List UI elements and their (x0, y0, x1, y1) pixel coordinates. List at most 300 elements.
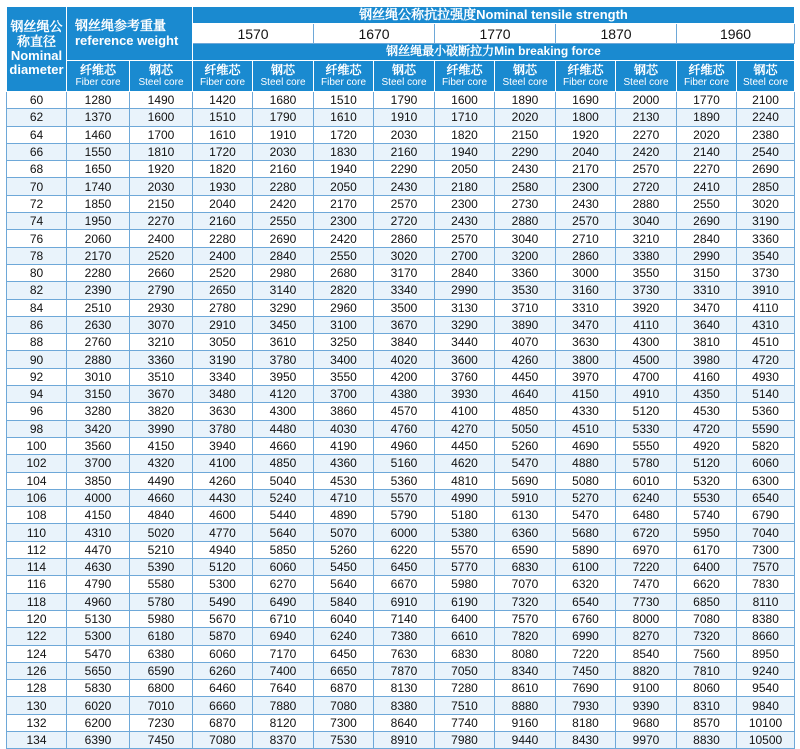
force-steel-cell: 5240 (253, 489, 314, 506)
force-fiber-cell: 6400 (435, 610, 495, 627)
force-steel-cell: 9160 (495, 714, 556, 731)
force-steel-cell: 8640 (374, 714, 435, 731)
force-steel-cell: 4480 (253, 420, 314, 437)
force-fiber-cell: 1720 (314, 126, 374, 143)
fiber-core-header (314, 61, 374, 92)
weight-fiber-cell: 3280 (67, 403, 130, 420)
force-fiber-cell: 2300 (556, 178, 616, 195)
force-steel-cell: 2290 (495, 143, 556, 160)
table-row (7, 628, 795, 645)
force-steel-cell: 8910 (374, 731, 435, 748)
diameter-cell: 82 (7, 282, 67, 299)
steel-core-header (616, 61, 677, 92)
force-steel-cell: 3380 (616, 247, 677, 264)
fiber-core-label-en: Fiber core (442, 77, 488, 89)
force-steel-cell: 10100 (737, 714, 795, 731)
force-steel-cell: 7880 (253, 697, 314, 714)
force-steel-cell: 8380 (737, 610, 795, 627)
grade-1670: 1670 (314, 24, 435, 44)
force-steel-cell: 5440 (253, 507, 314, 524)
force-fiber-cell: 3160 (556, 282, 616, 299)
weight-steel-cell: 1490 (130, 92, 193, 109)
force-fiber-cell: 3130 (435, 299, 495, 316)
force-fiber-cell: 1690 (556, 92, 616, 109)
weight-fiber-cell: 4470 (67, 541, 130, 558)
force-steel-cell: 3920 (616, 299, 677, 316)
weight-fiber-cell: 5830 (67, 680, 130, 697)
force-fiber-cell: 6460 (193, 680, 253, 697)
table-row (7, 524, 795, 541)
force-fiber-cell: 2170 (556, 161, 616, 178)
force-fiber-cell: 1720 (193, 143, 253, 160)
force-steel-cell: 2270 (616, 126, 677, 143)
grade-1960: 1960 (677, 24, 795, 44)
force-fiber-cell: 4710 (314, 489, 374, 506)
weight-fiber-cell: 1650 (67, 161, 130, 178)
force-steel-cell: 6540 (737, 489, 795, 506)
table-row (7, 92, 795, 109)
force-steel-cell: 8080 (495, 645, 556, 662)
force-fiber-cell: 2700 (435, 247, 495, 264)
force-fiber-cell: 5770 (435, 559, 495, 576)
force-steel-cell: 5330 (616, 420, 677, 437)
force-fiber-cell: 8570 (677, 714, 737, 731)
force-fiber-cell: 7690 (556, 680, 616, 697)
force-steel-cell: 1790 (374, 92, 435, 109)
force-steel-cell: 8340 (495, 662, 556, 679)
table-row (7, 437, 795, 454)
force-fiber-cell: 2990 (435, 282, 495, 299)
weight-fiber-cell: 3420 (67, 420, 130, 437)
force-steel-cell: 3950 (253, 368, 314, 385)
force-steel-cell: 2570 (616, 161, 677, 178)
force-steel-cell: 7570 (737, 559, 795, 576)
diameter-header (7, 7, 67, 92)
force-fiber-cell: 2280 (193, 230, 253, 247)
diameter-cell: 78 (7, 247, 67, 264)
force-fiber-cell: 7300 (314, 714, 374, 731)
force-fiber-cell: 5300 (193, 576, 253, 593)
diameter-cell: 60 (7, 92, 67, 109)
force-steel-cell: 5570 (374, 489, 435, 506)
weight-fiber-cell: 2630 (67, 316, 130, 333)
force-steel-cell: 5780 (616, 455, 677, 472)
weight-steel-cell: 6380 (130, 645, 193, 662)
force-fiber-cell: 7560 (677, 645, 737, 662)
force-fiber-cell: 4880 (556, 455, 616, 472)
force-fiber-cell: 4260 (193, 472, 253, 489)
force-fiber-cell: 3630 (193, 403, 253, 420)
force-fiber-cell: 5530 (677, 489, 737, 506)
force-fiber-cell: 5320 (677, 472, 737, 489)
weight-fiber-cell: 4310 (67, 524, 130, 541)
force-steel-cell: 2840 (253, 247, 314, 264)
steel-core-label-cn: 钢芯 (271, 62, 296, 77)
force-steel-cell: 8540 (616, 645, 677, 662)
diameter-cell: 132 (7, 714, 67, 731)
table-row (7, 472, 795, 489)
force-fiber-cell: 1930 (193, 178, 253, 195)
table-row (7, 559, 795, 576)
diameter-cell: 94 (7, 386, 67, 403)
grade-1570: 1570 (193, 24, 314, 44)
steel-core-label-en: Steel core (623, 77, 669, 89)
force-fiber-cell: 2430 (556, 195, 616, 212)
table-row (7, 610, 795, 627)
steel-core-label-cn: 钢芯 (149, 62, 174, 77)
force-steel-cell: 2880 (495, 213, 556, 230)
force-fiber-cell: 2140 (677, 143, 737, 160)
force-steel-cell: 6590 (495, 541, 556, 558)
fiber-core-header (556, 61, 616, 92)
force-fiber-cell: 5640 (314, 576, 374, 593)
force-fiber-cell: 8430 (556, 731, 616, 748)
force-steel-cell: 2850 (737, 178, 795, 195)
force-steel-cell: 5850 (253, 541, 314, 558)
force-fiber-cell: 5570 (435, 541, 495, 558)
force-steel-cell: 2580 (495, 178, 556, 195)
force-steel-cell: 7300 (737, 541, 795, 558)
force-fiber-cell: 6320 (556, 576, 616, 593)
force-steel-cell: 9100 (616, 680, 677, 697)
force-fiber-cell: 2910 (193, 316, 253, 333)
diameter-cell: 112 (7, 541, 67, 558)
weight-fiber-cell: 5300 (67, 628, 130, 645)
force-steel-cell: 5640 (253, 524, 314, 541)
force-steel-cell: 2880 (616, 195, 677, 212)
force-steel-cell: 3290 (253, 299, 314, 316)
table-row (7, 403, 795, 420)
force-steel-cell: 3190 (737, 213, 795, 230)
force-fiber-cell: 8060 (677, 680, 737, 697)
force-fiber-cell: 6850 (677, 593, 737, 610)
force-steel-cell: 3910 (737, 282, 795, 299)
force-fiber-cell: 3100 (314, 316, 374, 333)
force-fiber-cell: 2570 (556, 213, 616, 230)
diameter-cell: 96 (7, 403, 67, 420)
force-steel-cell: 5040 (253, 472, 314, 489)
force-fiber-cell: 1890 (677, 109, 737, 126)
force-steel-cell: 4310 (737, 316, 795, 333)
force-steel-cell: 3360 (495, 264, 556, 281)
force-steel-cell: 6300 (737, 472, 795, 489)
force-steel-cell: 6060 (253, 559, 314, 576)
diameter-cell: 134 (7, 731, 67, 748)
force-steel-cell: 5470 (495, 455, 556, 472)
wire-rope-spec-table (6, 6, 795, 749)
force-fiber-cell: 4360 (314, 455, 374, 472)
force-steel-cell: 1910 (253, 126, 314, 143)
diameter-cell: 128 (7, 680, 67, 697)
force-steel-cell: 2100 (737, 92, 795, 109)
force-steel-cell: 6220 (374, 541, 435, 558)
diameter-cell: 84 (7, 299, 67, 316)
force-steel-cell: 5050 (495, 420, 556, 437)
force-steel-cell: 6010 (616, 472, 677, 489)
diameter-cell: 104 (7, 472, 67, 489)
force-steel-cell: 4960 (374, 437, 435, 454)
force-steel-cell: 2290 (374, 161, 435, 178)
force-steel-cell: 4850 (253, 455, 314, 472)
force-fiber-cell: 3480 (193, 386, 253, 403)
steel-core-header (130, 61, 193, 92)
force-fiber-cell: 2300 (435, 195, 495, 212)
table-row (7, 645, 795, 662)
weight-steel-cell: 5210 (130, 541, 193, 558)
diameter-cell: 80 (7, 264, 67, 281)
force-fiber-cell: 3250 (314, 334, 374, 351)
force-steel-cell: 4020 (374, 351, 435, 368)
force-steel-cell: 2720 (616, 178, 677, 195)
force-steel-cell: 8660 (737, 628, 795, 645)
table-row (7, 264, 795, 281)
force-fiber-cell: 2550 (677, 195, 737, 212)
weight-fiber-cell: 1850 (67, 195, 130, 212)
force-steel-cell: 2980 (253, 264, 314, 281)
force-steel-cell: 9440 (495, 731, 556, 748)
force-steel-cell: 4850 (495, 403, 556, 420)
force-steel-cell: 3530 (495, 282, 556, 299)
force-fiber-cell: 5840 (314, 593, 374, 610)
force-steel-cell: 9540 (737, 680, 795, 697)
force-fiber-cell: 1420 (193, 92, 253, 109)
force-fiber-cell: 4430 (193, 489, 253, 506)
weight-steel-cell: 5980 (130, 610, 193, 627)
force-steel-cell: 2550 (253, 213, 314, 230)
force-fiber-cell: 7080 (193, 731, 253, 748)
force-steel-cell: 7730 (616, 593, 677, 610)
diameter-header-en: Nominal diameter (9, 48, 64, 78)
fiber-core-header (67, 61, 130, 92)
force-steel-cell: 8610 (495, 680, 556, 697)
force-steel-cell: 10500 (737, 731, 795, 748)
force-steel-cell: 2020 (495, 109, 556, 126)
table-row (7, 697, 795, 714)
force-fiber-cell: 1510 (314, 92, 374, 109)
force-fiber-cell: 5120 (193, 559, 253, 576)
force-steel-cell: 2430 (495, 161, 556, 178)
table-row (7, 126, 795, 143)
force-fiber-cell: 7740 (435, 714, 495, 731)
fiber-core-header (193, 61, 253, 92)
force-fiber-cell: 3940 (193, 437, 253, 454)
force-steel-cell: 2150 (495, 126, 556, 143)
steel-core-label-cn: 钢芯 (513, 62, 538, 77)
weight-fiber-cell: 4000 (67, 489, 130, 506)
force-steel-cell: 6720 (616, 524, 677, 541)
weight-fiber-cell: 6200 (67, 714, 130, 731)
force-fiber-cell: 5890 (556, 541, 616, 558)
force-fiber-cell: 3860 (314, 403, 374, 420)
force-fiber-cell: 2410 (677, 178, 737, 195)
weight-steel-cell: 2660 (130, 264, 193, 281)
force-fiber-cell: 5980 (435, 576, 495, 593)
force-fiber-cell: 7450 (556, 662, 616, 679)
force-fiber-cell: 5950 (677, 524, 737, 541)
force-fiber-cell: 7080 (677, 610, 737, 627)
force-fiber-cell: 2020 (677, 126, 737, 143)
force-fiber-cell: 6240 (314, 628, 374, 645)
force-fiber-cell: 4100 (435, 403, 495, 420)
force-steel-cell: 9840 (737, 697, 795, 714)
force-steel-cell: 6360 (495, 524, 556, 541)
weight-steel-cell: 5020 (130, 524, 193, 541)
force-steel-cell: 4720 (737, 351, 795, 368)
force-fiber-cell: 6040 (314, 610, 374, 627)
force-steel-cell: 5550 (616, 437, 677, 454)
force-steel-cell: 8110 (737, 593, 795, 610)
force-steel-cell: 5590 (737, 420, 795, 437)
force-steel-cell: 6710 (253, 610, 314, 627)
force-steel-cell: 2420 (253, 195, 314, 212)
force-fiber-cell: 2820 (314, 282, 374, 299)
table-row (7, 731, 795, 748)
steel-core-label-en: Steel core (381, 77, 427, 89)
force-fiber-cell: 4530 (677, 403, 737, 420)
force-steel-cell: 7470 (616, 576, 677, 593)
force-fiber-cell: 2680 (314, 264, 374, 281)
steel-core-label-cn: 钢芯 (634, 62, 659, 77)
force-fiber-cell: 5270 (556, 489, 616, 506)
diameter-cell: 62 (7, 109, 67, 126)
force-fiber-cell: 6610 (435, 628, 495, 645)
force-steel-cell: 3040 (616, 213, 677, 230)
diameter-header-cn: 钢丝绳公称直径 (10, 19, 63, 49)
force-fiber-cell: 5740 (677, 507, 737, 524)
diameter-cell: 76 (7, 230, 67, 247)
grade-1770: 1770 (435, 24, 556, 44)
table-row (7, 143, 795, 160)
force-steel-cell: 2130 (616, 109, 677, 126)
force-fiber-cell: 6100 (556, 559, 616, 576)
force-steel-cell: 5140 (737, 386, 795, 403)
force-steel-cell: 5120 (616, 403, 677, 420)
force-steel-cell: 1910 (374, 109, 435, 126)
force-fiber-cell: 3630 (556, 334, 616, 351)
force-steel-cell: 2860 (374, 230, 435, 247)
force-fiber-cell: 4940 (193, 541, 253, 558)
table-row (7, 299, 795, 316)
weight-fiber-cell: 6020 (67, 697, 130, 714)
force-fiber-cell: 1600 (435, 92, 495, 109)
diameter-cell: 122 (7, 628, 67, 645)
force-fiber-cell: 7280 (435, 680, 495, 697)
force-fiber-cell: 3050 (193, 334, 253, 351)
force-steel-cell: 5260 (495, 437, 556, 454)
force-fiber-cell: 3340 (193, 368, 253, 385)
force-steel-cell: 3500 (374, 299, 435, 316)
force-fiber-cell: 3470 (677, 299, 737, 316)
diameter-cell: 68 (7, 161, 67, 178)
diameter-cell: 108 (7, 507, 67, 524)
force-steel-cell: 8950 (737, 645, 795, 662)
diameter-cell: 92 (7, 368, 67, 385)
force-fiber-cell: 6170 (677, 541, 737, 558)
force-fiber-cell: 6650 (314, 662, 374, 679)
weight-fiber-cell: 4790 (67, 576, 130, 593)
force-fiber-cell: 5120 (677, 455, 737, 472)
weight-header-en: reference weight (75, 32, 179, 48)
force-steel-cell: 1790 (253, 109, 314, 126)
force-fiber-cell: 3000 (556, 264, 616, 281)
force-steel-cell: 3040 (495, 230, 556, 247)
force-steel-cell: 3840 (374, 334, 435, 351)
weight-fiber-cell: 6390 (67, 731, 130, 748)
steel-core-header (737, 61, 795, 92)
force-steel-cell: 2420 (616, 143, 677, 160)
force-fiber-cell: 7320 (677, 628, 737, 645)
weight-steel-cell: 2270 (130, 213, 193, 230)
force-fiber-cell: 2690 (677, 213, 737, 230)
force-steel-cell: 8880 (495, 697, 556, 714)
force-steel-cell: 2240 (737, 109, 795, 126)
table-row (7, 489, 795, 506)
weight-steel-cell: 2400 (130, 230, 193, 247)
force-fiber-cell: 7980 (435, 731, 495, 748)
weight-fiber-cell: 2760 (67, 334, 130, 351)
force-fiber-cell: 4160 (677, 368, 737, 385)
force-fiber-cell: 1710 (435, 109, 495, 126)
table-row (7, 455, 795, 472)
force-fiber-cell: 2550 (314, 247, 374, 264)
force-steel-cell: 4910 (616, 386, 677, 403)
weight-fiber-cell: 2880 (67, 351, 130, 368)
force-fiber-cell: 3800 (556, 351, 616, 368)
fiber-core-label-en: Fiber core (75, 77, 121, 89)
force-fiber-cell: 3810 (677, 334, 737, 351)
force-steel-cell: 3360 (737, 230, 795, 247)
force-fiber-cell: 6660 (193, 697, 253, 714)
force-steel-cell: 5820 (737, 437, 795, 454)
force-fiber-cell: 6620 (677, 576, 737, 593)
force-fiber-cell: 6450 (314, 645, 374, 662)
weight-fiber-cell: 1950 (67, 213, 130, 230)
force-steel-cell: 3610 (253, 334, 314, 351)
weight-steel-cell: 5390 (130, 559, 193, 576)
weight-steel-cell: 3990 (130, 420, 193, 437)
force-steel-cell: 7040 (737, 524, 795, 541)
force-fiber-cell: 7810 (677, 662, 737, 679)
force-fiber-cell: 8310 (677, 697, 737, 714)
weight-steel-cell: 2790 (130, 282, 193, 299)
force-steel-cell: 3670 (374, 316, 435, 333)
diameter-cell: 74 (7, 213, 67, 230)
fiber-core-label-cn: 纤维芯 (688, 62, 725, 77)
force-steel-cell: 4640 (495, 386, 556, 403)
force-fiber-cell: 4600 (193, 507, 253, 524)
force-fiber-cell: 5470 (556, 507, 616, 524)
force-fiber-cell: 4190 (314, 437, 374, 454)
force-fiber-cell: 4720 (677, 420, 737, 437)
force-fiber-cell: 3550 (314, 368, 374, 385)
table-row (7, 351, 795, 368)
weight-steel-cell: 4320 (130, 455, 193, 472)
force-steel-cell: 3730 (616, 282, 677, 299)
force-fiber-cell: 1510 (193, 109, 253, 126)
force-fiber-cell: 2050 (314, 178, 374, 195)
force-steel-cell: 1890 (495, 92, 556, 109)
force-steel-cell: 6060 (737, 455, 795, 472)
diameter-cell: 110 (7, 524, 67, 541)
steel-core-label-en: Steel core (138, 77, 184, 89)
force-fiber-cell: 1920 (556, 126, 616, 143)
force-fiber-cell: 6260 (193, 662, 253, 679)
weight-steel-cell: 3070 (130, 316, 193, 333)
force-fiber-cell: 5490 (193, 593, 253, 610)
force-steel-cell: 6490 (253, 593, 314, 610)
diameter-cell: 116 (7, 576, 67, 593)
force-steel-cell: 6790 (737, 507, 795, 524)
